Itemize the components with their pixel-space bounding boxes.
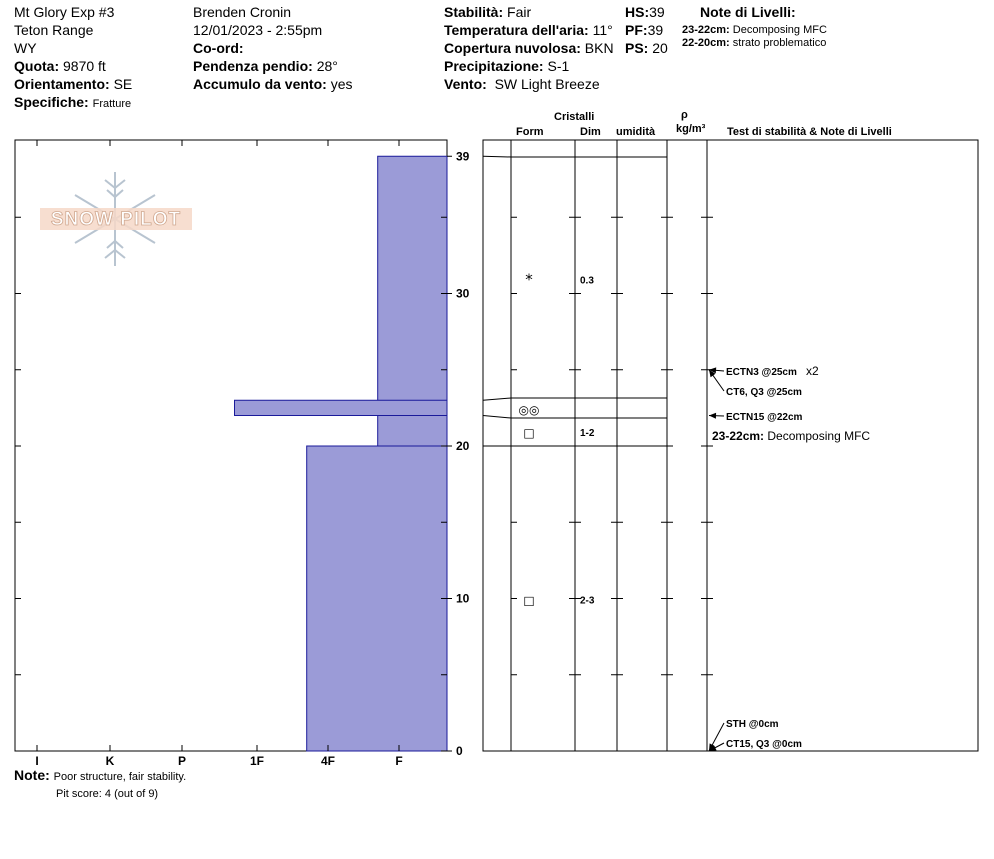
datetime: 12/01/2023 - 2:55pm [193, 22, 323, 38]
test-extra-0: x2 [806, 364, 819, 378]
moisture-header: umidità [616, 126, 656, 138]
form-header: Form [516, 126, 544, 138]
test-label-3: STH @0cm [726, 719, 779, 730]
hardness-layer-1 [235, 400, 448, 415]
svg-text:SNOW PILOT: SNOW PILOT [50, 209, 182, 230]
grain-form-0: * [525, 270, 533, 289]
layer-note-2: 22-20cm: strato problematico [682, 37, 827, 49]
grain-form-3: □ [523, 593, 535, 608]
test-label-1: CT6, Q3 @25cm [726, 387, 802, 398]
slope-angle: Pendenza pendio: 28° [193, 58, 338, 74]
test-label-4: CT15, Q3 @0cm [726, 739, 802, 750]
density-unit-header: kg/m³ [676, 123, 706, 135]
state: WY [14, 40, 37, 56]
stability-tests [706, 364, 819, 754]
hardness-label-I: I [35, 754, 39, 768]
observer: Brenden Cronin [193, 4, 292, 20]
layer-notes-title: Note di Livelli: [700, 4, 796, 20]
grain-form-1: ◎◎ [518, 403, 540, 417]
hardness-layer-0 [378, 156, 447, 415]
grain-form-2: □ [523, 425, 535, 440]
stability: Stabilità: Fair [444, 4, 532, 20]
hardness-layers [235, 156, 448, 751]
hardness-label-4F: 4F [320, 754, 336, 768]
height-label-30: 30 [456, 286, 470, 301]
height-label-20: 20 [456, 439, 470, 453]
precipitation: Precipitazione: S-1 [444, 58, 570, 74]
height-label-39: 39 [456, 149, 470, 164]
test-label-2: ECTN15 @22cm [726, 412, 803, 423]
location-name: Mt Glory Exp #3 [14, 4, 115, 20]
test-label-0: ECTN3 @25cm [726, 367, 797, 378]
hardness-label-P: P [177, 754, 187, 768]
test-arrowhead-2 [709, 413, 716, 419]
wind: Vento: SW Light Breeze [444, 76, 600, 92]
hardness-label-K: K [105, 754, 115, 768]
pit-score: Pit score: 4 (out of 9) [56, 788, 159, 800]
snowpilot-logo [40, 172, 192, 266]
specifics: Specifiche: Fratture [14, 94, 132, 110]
elevation: Quota: 9870 ft [14, 58, 106, 74]
pit-foot: PF:39 [625, 22, 664, 38]
layer-note-inline: 23-22cm: Decomposing MFC [712, 429, 871, 443]
crystals-header: Cristalli [554, 111, 595, 123]
grain-rows [519, 270, 595, 607]
snow-height: HS:39 [625, 4, 665, 20]
wind-loading: Accumulo da vento: yes [193, 76, 353, 92]
hardness-label-1F: 1F [249, 754, 265, 768]
coord-label: Co-ord: [193, 40, 244, 56]
air-temperature: Temperatura dell'aria: 11° [444, 22, 613, 38]
grain-size-0: 0.3 [580, 275, 594, 287]
aspect: Orientamento: SE [14, 76, 133, 92]
rho-header: ρ [681, 109, 688, 121]
pit-ps: PS: 20 [625, 40, 668, 56]
hardness-layer-3 [307, 446, 447, 751]
grain-size-3: 2-3 [580, 595, 595, 607]
hardness-layer-2 [378, 416, 447, 447]
tests-header: Test di stabilità & Note di Livelli [727, 126, 892, 138]
layer-note-1: 23-22cm: Decomposing MFC [682, 24, 827, 36]
note: Note: Poor structure, fair stability. [14, 767, 187, 783]
hardness-label-F: F [395, 754, 403, 768]
height-label-0: 0 [456, 744, 463, 758]
table-ticks [511, 217, 713, 751]
cloud-cover: Copertura nuvolosa: BKN [444, 40, 614, 56]
grain-size-2: 1-2 [580, 427, 595, 439]
height-label-10: 10 [456, 591, 470, 606]
dim-header: Dim [580, 126, 601, 138]
mountain-range: Teton Range [14, 22, 94, 38]
